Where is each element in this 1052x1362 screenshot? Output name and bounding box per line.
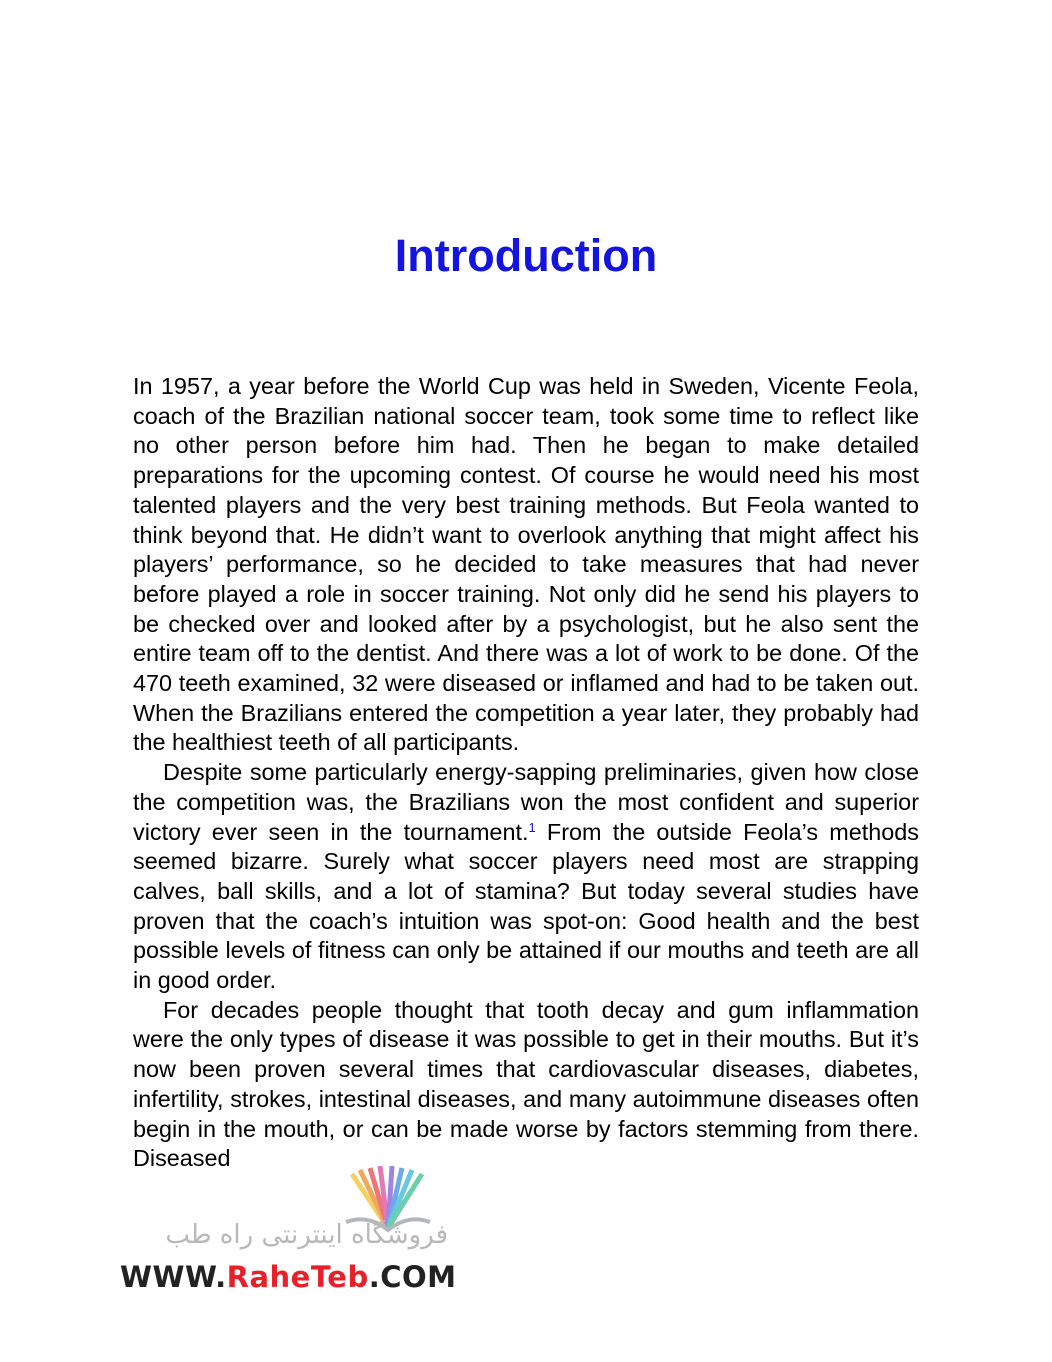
paragraph-3: For decades people thought that tooth decay and gum inflammation were the only types of disease it was possible to get in their mouths. But it’s now been proven several times that cardiovascular diseases, diabetes, infertility, strokes, intestinal diseases, and many autoimmune diseases often begin in the mouth, or can be made worse by factors stemming from there. Diseased [133,996,919,1172]
watermark-persian-text: فروشگاه اینترنتی راه طب [165,1220,448,1250]
footnote-reference[interactable]: 1 [528,819,536,835]
watermark [118,1166,458,1296]
page-title: Introduction [394,230,658,281]
paragraph-1: In 1957, a year before the World Cup was held in Sweden, Vicente Feola, coach of the Brazilian national soccer team, took some time to reflect like no other person before him had. Then he began to make detailed preparations for the upcoming contest. Of course he would need his most talented players and the very best training methods. But Feola wanted to think beyond that. He didn’t want to overlook anything that might affect his players’ performance, so he decided to take measures that had never before played a role in soccer training. Not only did he send his players to be checked over and looked after by a psychologist, but he also sent the entire team off to the dentist. And there was a lot of work to be done. Of the 470 teeth examined, 32 were diseased or inflamed and had to be taken out. When the Brazilians entered the competition a year later, they probably had the healthiest teeth of all participants. [133,373,919,756]
watermark-url-suffix: .COM [368,1260,457,1294]
paragraph-2-text-before: Despite some particularly energy-sapping preliminaries, given how close the competition was, the Brazilians won the most confident and superior victory ever seen in the tournament. [133,759,919,845]
watermark-url-brand: RaheTeb [226,1260,369,1294]
watermark-url-prefix: WWW. [120,1260,227,1294]
watermark-url [120,1260,457,1294]
body-text [133,372,919,1234]
paragraph-2-text-after: From the outside Feola’s methods seemed bizarre. Surely what soccer players need most are strapping calves, ball skills, and a lot of stamina? But today several studies have proven that the coach’s intuition was spot-on: Good health and the best possible levels of fitness can only be attained if our mouths and teeth are all in good order. [133,818,919,994]
paragraph-2 [133,758,919,996]
